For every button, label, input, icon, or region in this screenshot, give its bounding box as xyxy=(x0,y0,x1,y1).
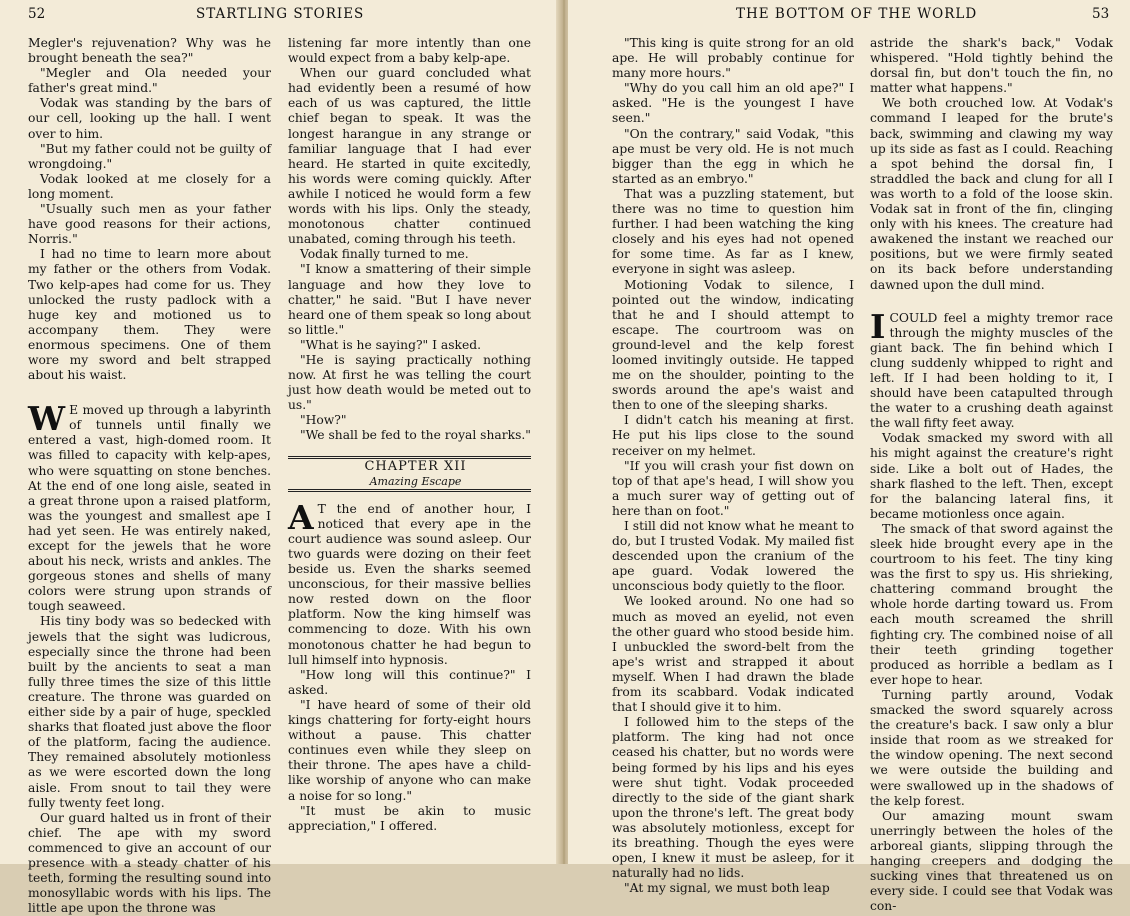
paragraph: I followed him to the steps of the platform. The king had not once ceased his chatter, but no words were being formed by his lips and his eyes were shut tight. Vodak proceeded directly to the side of the giant shark upon the throne's left. The great body was absolutely motionless, except for its breathing. Though the eyes were open, I knew it must be asleep, for it naturally had no lids. xyxy=(612,715,854,881)
paragraph: Vodak finally turned to me. xyxy=(300,247,469,262)
paragraph: "I have heard of some of their old kings chattering for forty-eight hours without a pause. This chatter continues even while they sleep on their throne. The apes have a child-like worship of anyone who can make a noise for so long." xyxy=(288,697,531,803)
paragraph: "How?" xyxy=(300,413,347,428)
paragraph: That was a puzzling statement, but there was no time to question him further. I had been watching the king closely and his eyes had not opened for some time. As far as I knew, everyone in sight was asleep. xyxy=(612,186,854,277)
right-column-2 xyxy=(870,36,1113,914)
paragraph: "He is saying practically nothing now. At first he was telling the court just how death would be meted out to us." xyxy=(288,352,531,413)
drop-cap: W xyxy=(28,399,66,439)
paragraph: "What is he saying?" I asked. xyxy=(300,337,482,352)
right-column-1 xyxy=(612,36,854,896)
paragraph: astride the shark's back," Vodak whispered. "Hold tightly behind the dorsal fin, but don't touch the fin, no matter what happens." xyxy=(870,36,1113,96)
paragraph: "Megler and Ola needed your father's great mind." xyxy=(28,66,271,96)
paragraph: "We shall be fed to the royal sharks." xyxy=(300,428,531,443)
paragraph: We both crouched low. At Vodak's command I leaped for the brute's back, swimming and clawing my way up its side as fast as I could. Reaching a spot behind the dorsal fin, I straddled the back and clung for all I was worth to a fold of the loose skin. Vodak sat in front of the fin, clinging only with his knees. The creature had awakened the instant we reached our positions, but we were firmly seated on its back before understanding dawned upon the dull mind. xyxy=(870,96,1113,292)
paragraph-dropcap xyxy=(288,497,531,668)
paragraph-dropcap xyxy=(28,399,271,614)
paragraph: "How long will this continue?" I asked. xyxy=(288,667,531,697)
paragraph-dropcap xyxy=(870,306,1113,432)
paragraph: "If you will crash your fist down on top of that ape's head, I will show you a much surer way of getting out of here than on foot." xyxy=(612,458,854,518)
paragraph: Megler's rejuvenation? Why was he brought beneath the sea?" xyxy=(28,36,271,66)
paragraph: "At my signal, we must both leap xyxy=(624,881,830,896)
paragraph: His tiny body was so bedecked with jewels that the sight was ludicrous, especially since the throne had been built by the ancients to seat a man fully three times the size of this little creature. The throne was guarded on either side by a pair of huge, speckled sharks that floated just above the floor of the platform, facing the audience. They remained absolutely motionless as we were escorted down the long aisle. From snout to tail they were fully twenty feet long. xyxy=(28,614,271,810)
paragraph: "But my father could not be guilty of wrongdoing." xyxy=(28,141,271,171)
paragraph: I had no time to learn more about my father or the others from Vodak. Two kelp-apes had come for us. They unlocked the rusty padlock with a huge key and motioned us to accompany them. They were enormous specimens. One of them wore my sword and belt strapped about his waist. xyxy=(28,247,271,383)
paragraph: "It must be akin to music appreciation," I offered. xyxy=(288,803,531,833)
paragraph: We looked around. No one had so much as moved an eyelid, not even the other guard who stood beside him. I unbuckled the sword-belt from the ape's wrist and strapped it about myself. When I had drawn the blade from its scabbard. Vodak indicated that I should give it to him. xyxy=(612,594,854,715)
page-number-right: 53 xyxy=(1092,6,1110,22)
paragraph: I still did not know what he meant to do, but I trusted Vodak. My mailed fist descended upon the cranium of the ape guard. Vodak lowered the unconscious body quietly to the floor. xyxy=(612,519,854,594)
paragraph-text: feel a mighty tremor race through the mighty muscles of the giant back. The fin behind which I clung suddenly whipped to right and left. If I had been holding to it, I should have been catapulted through the water to a crushing death against the wall fifty feet away. xyxy=(870,310,1113,431)
paragraph: "This king is quite strong for an old ape. He will probably continue for many more hours." xyxy=(612,36,854,81)
paragraph: The smack of that sword against the sleek hide brought every ape in the courtroom to his feet. The tiny king was the first to spy us. His shrieking, chattering command brought the whole horde darting toward us. From each mouth screamed the shrill fighting cry. The combined noise of all their teeth grinding together produced as horrible a bedlam as I ever hope to hear. xyxy=(870,521,1113,687)
running-head-right: THE BOTTOM OF THE WORLD xyxy=(736,6,978,22)
drop-cap: A xyxy=(288,497,314,537)
paragraph: I didn't catch his meaning at first. He put his lips close to the sound receiver on my helmet. xyxy=(612,413,854,458)
paragraph: When our guard concluded what had evidently been a resumé of how each of us was captured, the little chief began to speak. It was the longest harangue in any strange or familiar language that I had ever heard. He started in quite excitedly, his words were coming quickly. After awhile I noticed he would form a few words with his lips. Only the steady, monotonous chatter continued unabated, coming through his teeth. xyxy=(288,66,531,247)
lead-in: COULD xyxy=(889,310,938,325)
paragraph: "On the contrary," said Vodak, "this ape must be very old. He is not much bigger than the egg in which he started as an embryo." xyxy=(612,126,854,186)
paragraph: Motioning Vodak to silence, I pointed out the window, indicating that he and I should attempt to escape. The courtroom was on ground-level and the kelp forest loomed invitingly outside. He tapped me on the shoulder, pointing to the swords around the ape's waist and then to one of the sleeping sharks. xyxy=(612,277,854,413)
left-column-2 xyxy=(288,36,531,834)
left-page xyxy=(0,0,560,916)
drop-cap: I xyxy=(870,306,886,346)
paragraph: Vodak smacked my sword with all his might against the creature's right side. Like a bolt out of Hades, the shark flashed to the left. Then, except for the balancing lateral fins, it became motionless once again. xyxy=(870,431,1113,521)
left-column-1 xyxy=(28,36,271,916)
paragraph: Vodak was standing by the bars of our cell, looking up the hall. I went over to him. xyxy=(28,96,271,141)
paragraph: "Usually such men as your father have good reasons for their actions, Norris." xyxy=(28,202,271,247)
chapter-subtitle: Amazing Escape xyxy=(369,474,462,488)
paragraph: Vodak looked at me closely for a long moment. xyxy=(28,171,271,201)
chapter-rule-bottom xyxy=(288,489,531,492)
paragraph-text: T the end of another hour, I noticed that every ape in the court audience was sound asleep. Our two guards were dozing on their feet beside us. Even the sharks seemed unconscious, for their massive bellies now rested down on the floor platform. Now the king himself was commencing to doze. With his own monotonous chatter he had begun to lull himself into hypnosis. xyxy=(288,501,531,667)
page-number-left: 52 xyxy=(28,6,46,22)
paragraph: "Why do you call him an old ape?" I asked. "He is the youngest I have seen." xyxy=(612,81,854,126)
paragraph: Our guard halted us in front of their chief. The ape with my sword commenced to give an account of our presence with a steady chatter of his teeth, forming the resulting sound into monosyllabic words with his lips. The little ape upon the throne was xyxy=(28,810,271,916)
paragraph-text: E moved up through a labyrinth of tunnels until finally we entered a vast, high-domed room. It was filled to capacity with kelp-apes, who were squatting on stone benches. At the end of one long aisle, seated in a great throne upon a raised platform, was the youngest and smallest ape I had yet seen. He was entirely naked, except for the jewels that he wore about his neck, wrists and ankles. The gorgeous stones and shells of many colors were strung upon strands of tough seaweed. xyxy=(28,403,271,614)
paragraph: Our amazing mount swam unerringly between the holes of the arboreal giants, slipping through the hanging creepers and dodging the sucking vines that threatened us on every side. I could see that Vodak was con- xyxy=(870,808,1113,914)
right-page xyxy=(568,0,1130,914)
paragraph: "I know a smattering of their simple language and how they love to chatter," he said. "But I have never heard one of them speak so long about so little." xyxy=(288,262,531,337)
paragraph: Turning partly around, Vodak smacked the sword squarely across the creature's back. I saw only a blur inside that room as we streaked for the window opening. The next second we were outside the building and were swallowed up in the shadows of the kelp forest. xyxy=(870,687,1113,808)
running-head-left: STARTLING STORIES xyxy=(196,6,365,22)
paragraph: listening far more intently than one would expect from a baby kelp-ape. xyxy=(288,36,531,66)
chapter-title: CHAPTER XII xyxy=(364,458,467,474)
